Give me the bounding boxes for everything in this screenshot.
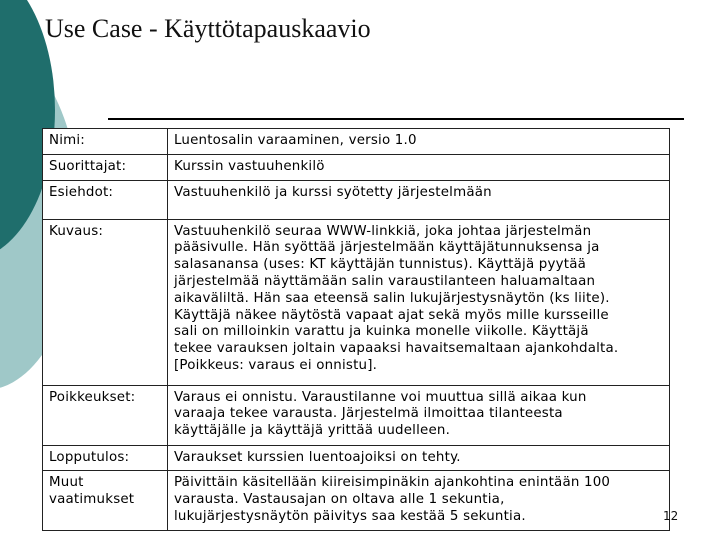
row-label: Lopputulos: bbox=[43, 445, 168, 471]
row-value: Vastuuhenkilö ja kurssi syötetty järjestelmään bbox=[168, 180, 670, 219]
slide-title: Use Case - Käyttötapauskaavio bbox=[45, 14, 371, 43]
row-label: Kuvaus: bbox=[43, 219, 168, 385]
row-value: Luentosalin varaaminen, versio 1.0 bbox=[168, 129, 670, 155]
row-label: Esiehdot: bbox=[43, 180, 168, 219]
table-row bbox=[43, 445, 670, 471]
row-value: Kurssin vastuuhenkilö bbox=[168, 154, 670, 180]
row-label: Nimi: bbox=[43, 129, 168, 155]
row-value: Päivittäin käsitellään kiireisimpinäkin ajankohtina enintään 100 varausta. Vastausajan on oltava alle 1 sekuntia, lukujärjestysnäytön päivitys saa kestää 5 sekuntia. bbox=[168, 471, 670, 531]
row-label: Suorittajat: bbox=[43, 154, 168, 180]
table-row bbox=[43, 154, 670, 180]
page-number: 12 bbox=[663, 509, 679, 523]
use-case-table bbox=[42, 128, 670, 531]
table-row bbox=[43, 385, 670, 445]
table-row bbox=[43, 180, 670, 219]
row-value: Vastuuhenkilö seuraa WWW-linkkiä, joka johtaa järjestelmän pääsivulle. Hän syöttää järjestelmään käyttäjätunnuksensa ja salasanansa (uses: KT käyttäjän tunnistus). Käyttäjä pyytää järjestelmää näyttämään salin varaustilanteen haluamaltaan aikaväliltä. Hän saa eteensä salin lukujärjestysnäytön (ks liite). Käyttäjä näkee näytöstä vapaat ajat sekä myös mille kursseille sali on milloinkin varattu ja kuinka monelle viikolle. Käyttäjä tekee varauksen joltain vapaaksi havaitsemaltaan ajankohdalta. [Poikkeus: varaus ei onnistu]. bbox=[168, 219, 670, 385]
table-row bbox=[43, 219, 670, 385]
row-value: Varaukset kurssien luentoajoiksi on tehty. bbox=[168, 445, 670, 471]
row-label: Poikkeukset: bbox=[43, 385, 168, 445]
table-row bbox=[43, 129, 670, 155]
title-divider bbox=[108, 118, 684, 120]
row-label: Muut vaatimukset bbox=[43, 471, 168, 531]
table-row bbox=[43, 471, 670, 531]
row-value: Varaus ei onnistu. Varaustilanne voi muuttua sillä aikaa kun varaaja tekee varausta. Järjestelmä ilmoittaa tilanteesta käyttäjälle ja käyttäjä yrittää uudelleen. bbox=[168, 385, 670, 445]
